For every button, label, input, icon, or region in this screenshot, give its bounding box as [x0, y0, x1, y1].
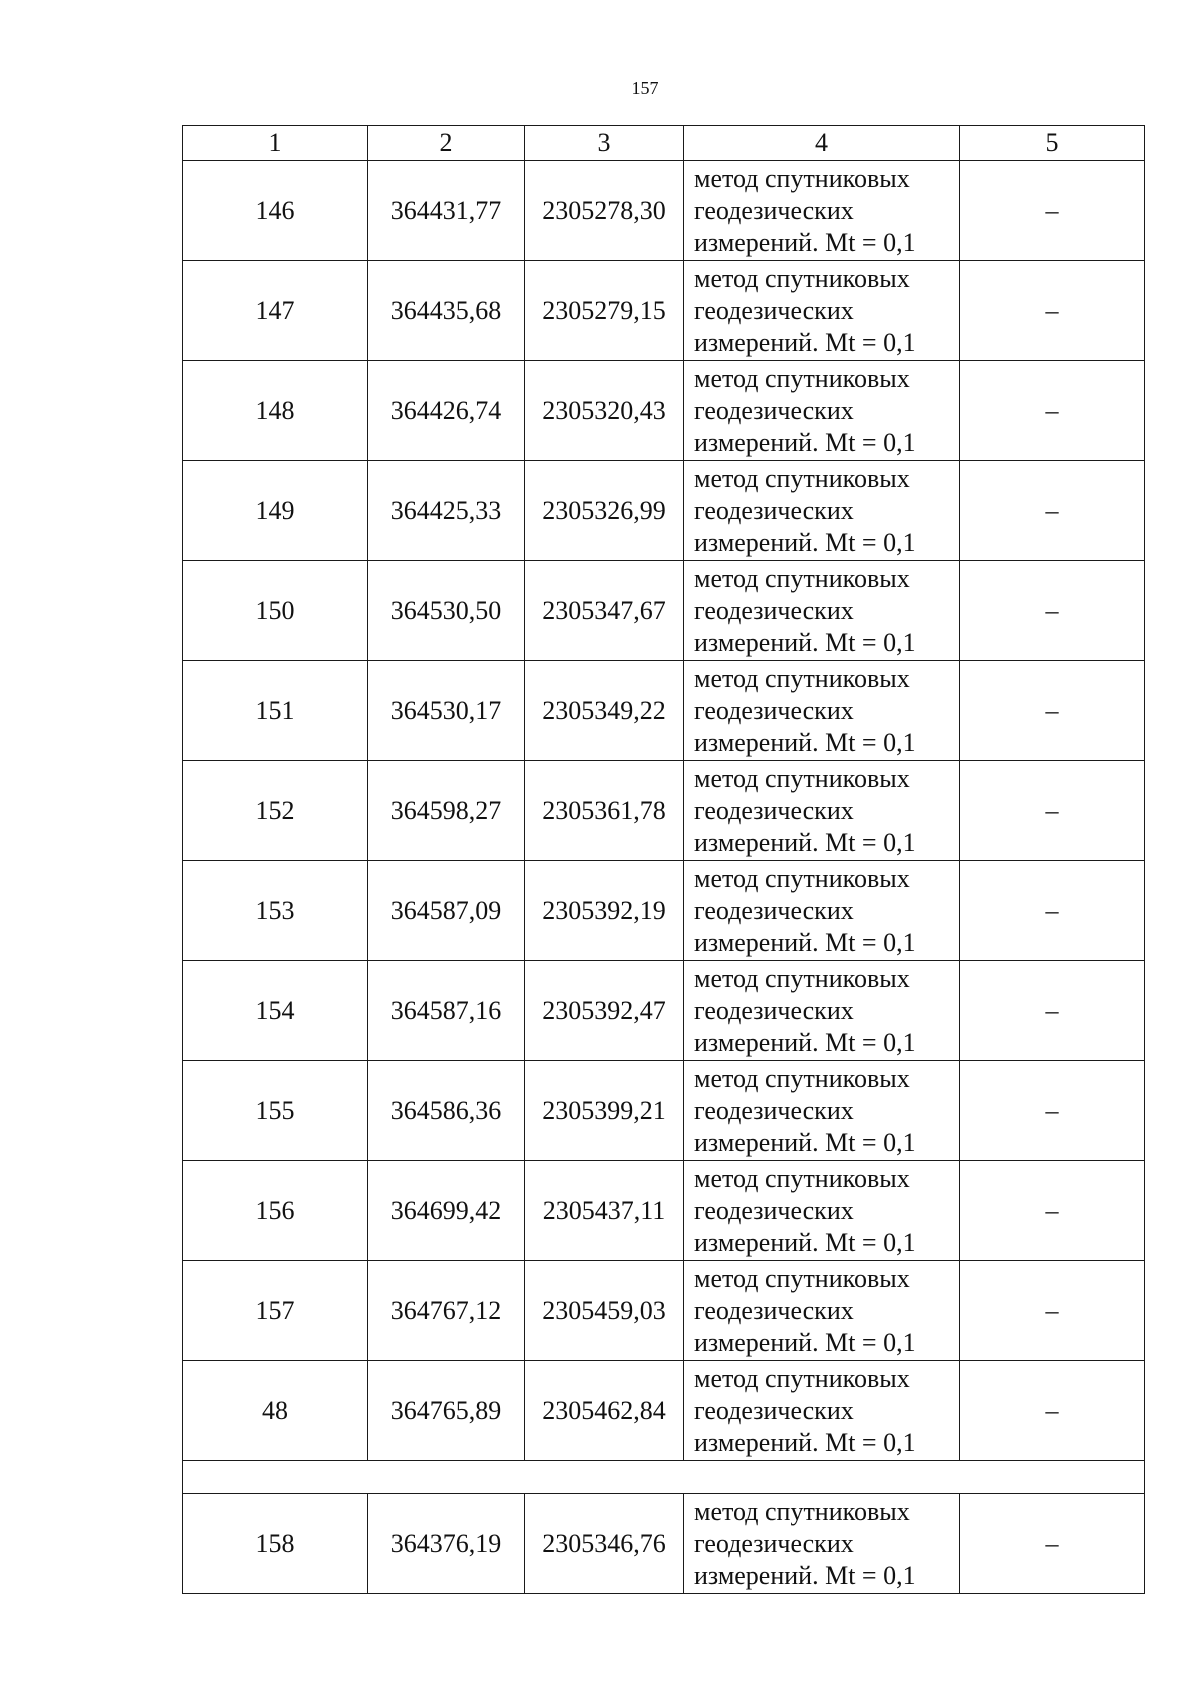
method-cell — [684, 1361, 960, 1461]
point-number-cell: 155 — [183, 1061, 368, 1161]
method-cell — [684, 861, 960, 961]
method-line: измерений. Mt = 0,1 — [694, 627, 916, 657]
column-header-5: 5 — [960, 126, 1145, 161]
table-row — [183, 961, 1145, 1061]
y-coordinate-cell: 2305278,30 — [525, 161, 684, 261]
method-line: геодезических — [694, 1528, 854, 1558]
method-line: метод спутниковых — [694, 463, 910, 493]
method-line: геодезических — [694, 1295, 854, 1325]
point-number-cell: 157 — [183, 1261, 368, 1361]
method-line: метод спутниковых — [694, 363, 910, 393]
method-line: метод спутниковых — [694, 1496, 910, 1526]
note-cell: – — [960, 961, 1145, 1061]
table-row — [183, 561, 1145, 661]
note-cell: – — [960, 261, 1145, 361]
point-number-cell: 158 — [183, 1494, 368, 1594]
y-coordinate-cell: 2305437,11 — [525, 1161, 684, 1261]
method-line: геодезических — [694, 795, 854, 825]
note-cell: – — [960, 1361, 1145, 1461]
method-line: измерений. Mt = 0,1 — [694, 1227, 916, 1257]
method-line: измерений. Mt = 0,1 — [694, 527, 916, 557]
table-row — [183, 1261, 1145, 1361]
method-cell — [684, 361, 960, 461]
x-coordinate-cell: 364767,12 — [368, 1261, 525, 1361]
method-line: геодезических — [694, 395, 854, 425]
empty-separator-row — [183, 1461, 1145, 1494]
method-line: измерений. Mt = 0,1 — [694, 727, 916, 757]
method-line: измерений. Mt = 0,1 — [694, 1127, 916, 1157]
y-coordinate-cell: 2305346,76 — [525, 1494, 684, 1594]
column-header-4: 4 — [684, 126, 960, 161]
point-number-cell: 148 — [183, 361, 368, 461]
x-coordinate-cell: 364765,89 — [368, 1361, 525, 1461]
table-row — [183, 461, 1145, 561]
method-cell — [684, 1494, 960, 1594]
x-coordinate-cell: 364587,16 — [368, 961, 525, 1061]
point-number-cell: 152 — [183, 761, 368, 861]
note-cell: – — [960, 1061, 1145, 1161]
table-row — [183, 861, 1145, 961]
method-cell — [684, 1261, 960, 1361]
x-coordinate-cell: 364431,77 — [368, 161, 525, 261]
table-row — [183, 1161, 1145, 1261]
table-row — [183, 761, 1145, 861]
point-number-cell: 149 — [183, 461, 368, 561]
method-line: метод спутниковых — [694, 663, 910, 693]
table-header-row — [183, 126, 1145, 161]
table-row — [183, 261, 1145, 361]
column-header-3: 3 — [525, 126, 684, 161]
note-cell: – — [960, 1161, 1145, 1261]
x-coordinate-cell: 364435,68 — [368, 261, 525, 361]
y-coordinate-cell: 2305347,67 — [525, 561, 684, 661]
method-line: метод спутниковых — [694, 263, 910, 293]
method-cell — [684, 1161, 960, 1261]
note-cell: – — [960, 461, 1145, 561]
method-line: измерений. Mt = 0,1 — [694, 1427, 916, 1457]
method-line: геодезических — [694, 895, 854, 925]
method-line: геодезических — [694, 995, 854, 1025]
method-line: геодезических — [694, 595, 854, 625]
x-coordinate-cell: 364426,74 — [368, 361, 525, 461]
method-cell — [684, 561, 960, 661]
method-cell — [684, 661, 960, 761]
method-cell — [684, 461, 960, 561]
table-row — [183, 361, 1145, 461]
x-coordinate-cell: 364425,33 — [368, 461, 525, 561]
column-header-2: 2 — [368, 126, 525, 161]
method-line: метод спутниковых — [694, 1363, 910, 1393]
method-line: метод спутниковых — [694, 1163, 910, 1193]
note-cell: – — [960, 1261, 1145, 1361]
point-number-cell: 153 — [183, 861, 368, 961]
y-coordinate-cell: 2305326,99 — [525, 461, 684, 561]
method-line: метод спутниковых — [694, 1063, 910, 1093]
method-line: геодезических — [694, 1395, 854, 1425]
method-line: метод спутниковых — [694, 563, 910, 593]
y-coordinate-cell: 2305459,03 — [525, 1261, 684, 1361]
method-line: геодезических — [694, 1095, 854, 1125]
point-number-cell: 156 — [183, 1161, 368, 1261]
method-cell — [684, 261, 960, 361]
x-coordinate-cell: 364587,09 — [368, 861, 525, 961]
method-line: измерений. Mt = 0,1 — [694, 927, 916, 957]
y-coordinate-cell: 2305320,43 — [525, 361, 684, 461]
y-coordinate-cell: 2305349,22 — [525, 661, 684, 761]
method-line: измерений. Mt = 0,1 — [694, 427, 916, 457]
coordinates-table — [182, 125, 1145, 1594]
empty-separator-cell — [183, 1461, 1145, 1494]
note-cell: – — [960, 661, 1145, 761]
method-line: геодезических — [694, 195, 854, 225]
table-row — [183, 161, 1145, 261]
table-row — [183, 1361, 1145, 1461]
note-cell: – — [960, 361, 1145, 461]
note-cell: – — [960, 561, 1145, 661]
method-line: метод спутниковых — [694, 763, 910, 793]
x-coordinate-cell: 364598,27 — [368, 761, 525, 861]
note-cell: – — [960, 861, 1145, 961]
method-line: метод спутниковых — [694, 1263, 910, 1293]
column-header-1: 1 — [183, 126, 368, 161]
method-line: метод спутниковых — [694, 963, 910, 993]
point-number-cell: 151 — [183, 661, 368, 761]
method-line: измерений. Mt = 0,1 — [694, 1027, 916, 1057]
method-line: геодезических — [694, 1195, 854, 1225]
method-line: метод спутниковых — [694, 163, 910, 193]
y-coordinate-cell: 2305279,15 — [525, 261, 684, 361]
y-coordinate-cell: 2305392,47 — [525, 961, 684, 1061]
point-number-cell: 146 — [183, 161, 368, 261]
note-cell: – — [960, 161, 1145, 261]
table-row — [183, 1061, 1145, 1161]
method-cell — [684, 1061, 960, 1161]
point-number-cell: 154 — [183, 961, 368, 1061]
note-cell: – — [960, 1494, 1145, 1594]
x-coordinate-cell: 364586,36 — [368, 1061, 525, 1161]
x-coordinate-cell: 364376,19 — [368, 1494, 525, 1594]
method-cell — [684, 961, 960, 1061]
x-coordinate-cell: 364530,17 — [368, 661, 525, 761]
page-number: 157 — [631, 78, 659, 98]
method-line: метод спутниковых — [694, 863, 910, 893]
table-row — [183, 1494, 1145, 1594]
table-body — [183, 126, 1145, 1594]
method-line: измерений. Mt = 0,1 — [694, 827, 916, 857]
x-coordinate-cell: 364530,50 — [368, 561, 525, 661]
method-line: измерений. Mt = 0,1 — [694, 1560, 916, 1590]
method-line: геодезических — [694, 295, 854, 325]
method-cell — [684, 161, 960, 261]
point-number-cell: 150 — [183, 561, 368, 661]
y-coordinate-cell: 2305361,78 — [525, 761, 684, 861]
method-line: измерений. Mt = 0,1 — [694, 227, 916, 257]
table-row — [183, 661, 1145, 761]
y-coordinate-cell: 2305462,84 — [525, 1361, 684, 1461]
method-line: измерений. Mt = 0,1 — [694, 1327, 916, 1357]
point-number-cell: 147 — [183, 261, 368, 361]
x-coordinate-cell: 364699,42 — [368, 1161, 525, 1261]
y-coordinate-cell: 2305392,19 — [525, 861, 684, 961]
method-cell — [684, 761, 960, 861]
y-coordinate-cell: 2305399,21 — [525, 1061, 684, 1161]
method-line: геодезических — [694, 495, 854, 525]
point-number-cell: 48 — [183, 1361, 368, 1461]
note-cell: – — [960, 761, 1145, 861]
method-line: геодезических — [694, 695, 854, 725]
method-line: измерений. Mt = 0,1 — [694, 327, 916, 357]
